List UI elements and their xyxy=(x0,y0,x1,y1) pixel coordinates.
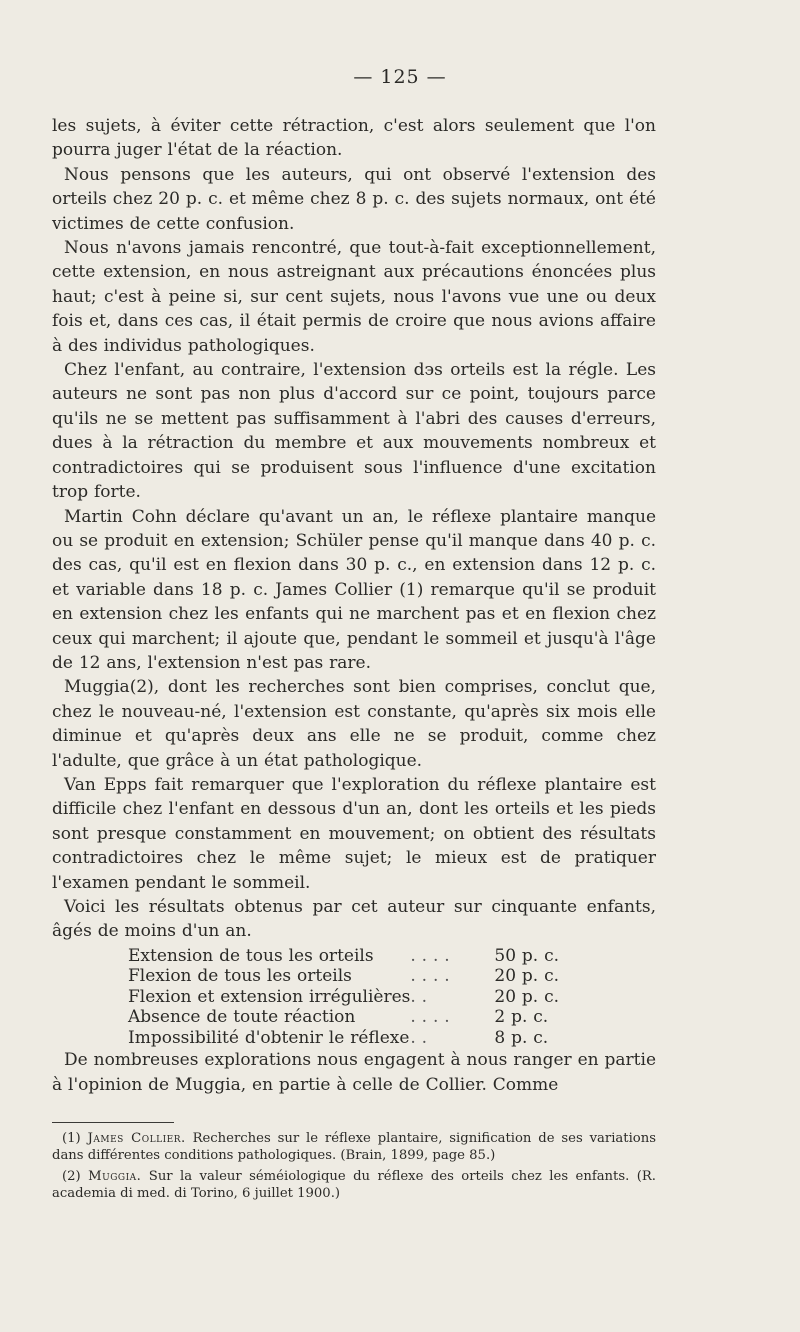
result-label: Impossibilité d'obtenir le réflexe xyxy=(128,1027,410,1048)
paragraph-2: Nous pensons que les auteurs, qui ont observé l'extension des orteils chez 20 p. c. et même chez 8 p. c. des sujets normaux, ont été victimes de cette confusion. xyxy=(52,164,656,234)
leader-dots: . . xyxy=(410,986,428,1007)
paragraph-9: De nombreuses explorations nous engagent à nous ranger en partie à l'opinion de Muggia, en partie à celle de Collier. Comme xyxy=(52,1050,656,1095)
footnote-divider xyxy=(52,1122,174,1123)
result-label: Flexion et extension irrégulières xyxy=(128,986,411,1007)
result-value: 50 p. c. xyxy=(494,945,560,966)
result-label: Extension de tous les orteils xyxy=(128,945,374,966)
footnote-author: James Collier. xyxy=(87,1131,186,1146)
paragraph-5: Martin Cohn déclare qu'avant un an, le réflexe plantaire manque ou se produit en extension; Schüler pense qu'il manque dans 40 p. c. des cas, qu'il est en flexion dans 30 p. c., en extension dans 12 p. c. et variable dans 18 p. c. James Collier (1) remarque qu'il se produit en extension chez les enfants qui ne marchent pas et en flexion chez ceux qui marchent; il ajoute que, pendant le sommeil et jusqu'à l'âge de 12 ans, l'extension n'est pas rare. xyxy=(52,506,656,673)
paragraph-7: Van Epps fait remarquer que l'exploration du réflexe plantaire est difficile chez l'enfant en dessous d'un an, dont les orteils et les pieds sont presque constamment en mouvement; on obtient des résultats contradictoires chez le même sujet; le mieux est de pratiquer l'examen pendant le sommeil. xyxy=(52,774,656,893)
result-value: 2 p. c. xyxy=(494,1007,549,1028)
footnote-text: Sur la valeur séméiologique du réflexe des orteils chez les enfants. (R. academia di med. di Torino, 6 juillet 1900.) xyxy=(52,1169,656,1201)
footnote-marker: (1) xyxy=(62,1131,81,1146)
footnotes xyxy=(52,1130,656,1206)
footnote-text: Recherches sur le réflexe plantaire, signification de ses variations dans différentes conditions pathologiques. (Brain, 1899, page 85.) xyxy=(52,1131,656,1163)
paragraph-3: Nous n'avons jamais rencontré, que tout-à-fait exceptionnellement, cette extension, en nous astreignant aux précautions énoncées plus haut; c'est à peine si, sur cent sujets, nous l'avons vue une ou deux fois et, dans ces cas, il était permis de croire que nous avions affaire à des individus pathologiques. xyxy=(52,238,656,356)
result-label: Absence de toute réaction xyxy=(128,1007,356,1028)
paragraph-6: Muggia(2), dont les recherches sont bien comprises, conclut que, chez le nouveau-né, l'extension est constante, qu'après six mois elle diminue et qu'après deux ans elle ne se produit, comme chez l'adulte, que grâce à un état pathologique. xyxy=(52,677,656,771)
footnote-2 xyxy=(52,1168,656,1202)
result-value: 20 p. c. xyxy=(494,986,560,1007)
main-text xyxy=(52,114,656,1097)
leader-dots: . . . . xyxy=(410,1007,450,1028)
table-row xyxy=(128,987,559,1008)
paragraph-4: Chez l'enfant, au contraire, l'extension dэs orteils est la régle. Les auteurs ne sont pas non plus d'accord sur ce point, toujours parce qu'ils ne se mettent pas suffisamment à l'abri des causes d'erreurs, dues à la rétraction du membre et aux mouvements nombreux et contradictoires qui se produisent sous l'influence d'une excitation trop forte. xyxy=(52,360,656,503)
leader-dots: . . . . xyxy=(410,945,450,966)
footnote-author: Muggia. xyxy=(88,1169,142,1184)
page-number-header: — 125 — xyxy=(353,66,447,88)
paragraph-8: Voici les résultats obtenus par cet auteur sur cinquante enfants, âgés de moins d'un an. xyxy=(52,897,656,942)
table-row xyxy=(128,966,559,987)
footnote-marker: (2) xyxy=(62,1169,81,1184)
paragraph-1: les sujets, à éviter cette rétraction, c'est alors seulement que l'on pourra juger l'état de la réaction. xyxy=(52,116,656,161)
leader-dots: . . xyxy=(410,1027,428,1048)
result-value: 20 p. c. xyxy=(494,966,560,987)
table-row xyxy=(128,946,559,967)
result-value: 8 p. c. xyxy=(494,1027,549,1048)
table-row xyxy=(128,1028,559,1049)
leader-dots: . . . . xyxy=(410,966,450,987)
table-row xyxy=(128,1007,559,1028)
results-table xyxy=(128,946,559,1049)
footnote-1 xyxy=(52,1130,656,1164)
result-label: Flexion de tous les orteils xyxy=(128,966,352,987)
